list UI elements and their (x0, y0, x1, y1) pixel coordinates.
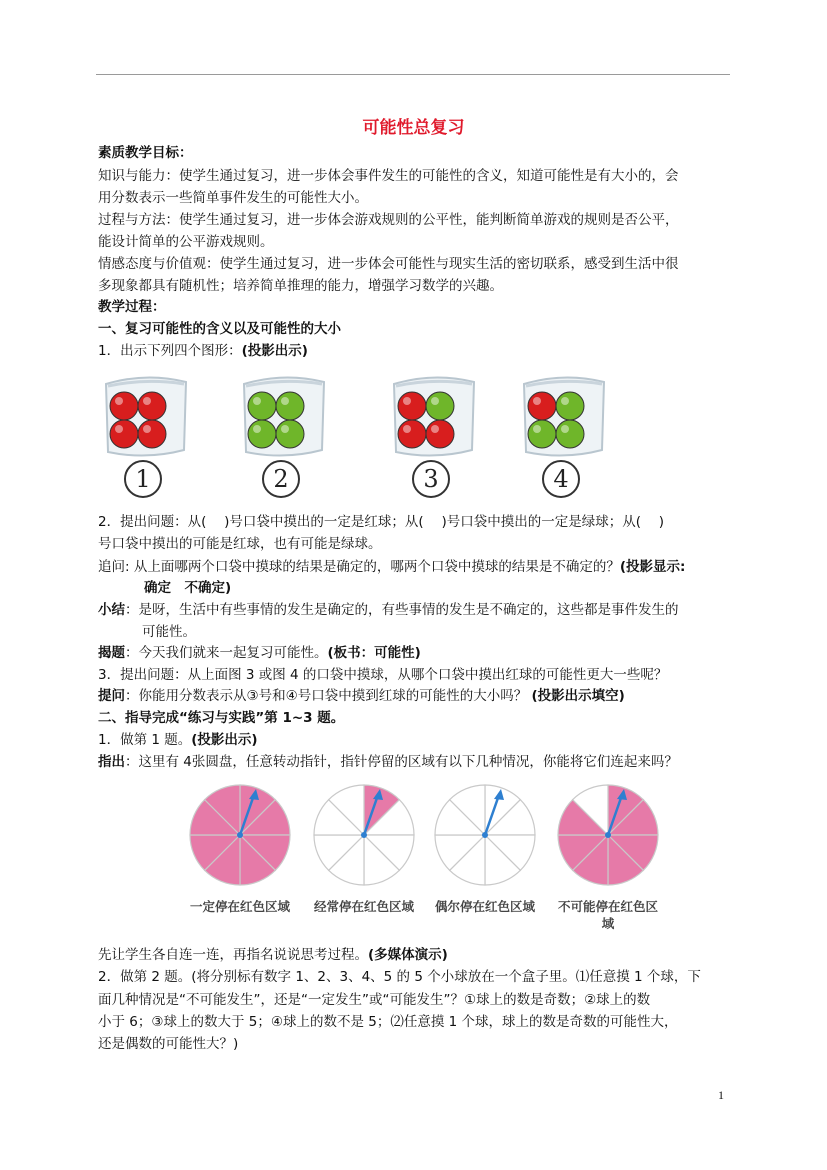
ball-highlight (561, 397, 569, 405)
text-line: 确定 不确定) (144, 580, 232, 596)
green-ball (556, 420, 584, 448)
section-heading-two: 二、指导完成“练习与实践”第 1~3 题。 (98, 710, 345, 726)
dial-3-image (430, 780, 540, 890)
bag-number: 3 (412, 460, 450, 498)
page-title: 可能性总复习 (362, 118, 465, 138)
text-line: 过程与方法：使学生通过复习，进一步体会游戏规则的公平性，能判断简单游戏的规则是否公平， (98, 212, 679, 228)
text-line: 1．做第 1 题。(投影出示) (98, 732, 258, 748)
bag-figures (100, 370, 606, 500)
ball-highlight (403, 397, 411, 405)
green-ball (426, 392, 454, 420)
bag-3-image (388, 370, 480, 460)
dial-label: 经常停在红色区域 (313, 899, 414, 914)
red-ball (426, 420, 454, 448)
text-line: 小结：是呀，生活中有些事情的发生是确定的，有些事情的发生是不确定的，这些都是事件发生的 (98, 602, 679, 618)
ball-highlight (561, 425, 569, 433)
ball-highlight (143, 425, 151, 433)
ball-highlight (253, 425, 261, 433)
pivot-icon (237, 832, 243, 838)
dial-label: 一定停在红色区域 (189, 899, 290, 914)
header-rule (96, 74, 730, 75)
red-ball (110, 392, 138, 420)
red-ball (528, 392, 556, 420)
dial-1-image (185, 780, 295, 890)
bag-3 (388, 370, 480, 500)
bag-number: 1 (124, 460, 162, 498)
dial-label: 偶尔停在红色区域 (434, 899, 535, 914)
red-ball (138, 420, 166, 448)
ball-highlight (431, 397, 439, 405)
pivot-icon (482, 832, 488, 838)
text-line: 2．提出问题：从( )号口袋中摸出的一定是红球；从( )号口袋中摸出的一定是绿球；从( ) (98, 514, 665, 530)
dial-4 (553, 780, 663, 940)
green-ball (276, 392, 304, 420)
dial-2-image (309, 780, 419, 890)
text-line: 多现象都具有随机性；培养简单推理的能力，增强学习数学的兴趣。 (98, 278, 503, 294)
pivot-icon (605, 832, 611, 838)
bag-4 (518, 370, 610, 500)
text-line: 号口袋中摸出的可能是红球，也有可能是绿球。 (98, 536, 382, 552)
text-line: 指出：这里有 4张圆盘，任意转动指针，指针停留的区域有以下几种情况，你能将它们连起来吗？ (98, 754, 678, 770)
text-line: 先让学生各自连一连，再指名说说思考过程。(多媒体演示) (98, 947, 448, 963)
green-ball (248, 420, 276, 448)
red-ball (138, 392, 166, 420)
text-line: 知识与能力：使学生通过复习，进一步体会事件发生的可能性的含义，知道可能性是有大小的，会 (98, 168, 679, 184)
text-line: 用分数表示一些简单事件发生的可能性大小。 (98, 190, 368, 206)
ball-highlight (403, 425, 411, 433)
bag-1 (100, 370, 192, 500)
ball-highlight (115, 425, 123, 433)
text-line: 情感态度与价值观：使学生通过复习，进一步体会可能性与现实生活的密切联系，感受到生活中很 (98, 256, 679, 272)
bag-number: 2 (262, 460, 300, 498)
text-line: 可能性。 (142, 624, 196, 640)
ball-highlight (533, 425, 541, 433)
text-line: 还是偶数的可能性大？) (98, 1036, 239, 1052)
dial-figures (185, 780, 658, 940)
ball-highlight (143, 397, 151, 405)
text-line: 面几种情况是“不可能发生”，还是“一定发生”或“可能发生”？①球上的数是奇数；②球上的数 (98, 992, 651, 1008)
text-line: 能设计简单的公平游戏规则。 (98, 234, 274, 250)
ball-highlight (281, 425, 289, 433)
bag-2-image (238, 370, 330, 460)
green-ball (528, 420, 556, 448)
bag-1-image (100, 370, 192, 460)
dial-3 (430, 780, 540, 940)
page-number: 1 (718, 1088, 724, 1102)
dial-1 (185, 780, 295, 940)
text-line: 追问: 从上面哪两个口袋中摸球的结果是确定的，哪两个口袋中摸球的结果是不确定的？(投影显示: (98, 559, 686, 575)
text-line: 3．提出问题：从上面图 3 或图 4 的口袋中摸球，从哪个口袋中摸出红球的可能性更大一些呢？ (98, 667, 668, 683)
dial-label: 不可能停在红色区域 (557, 899, 658, 931)
green-ball (248, 392, 276, 420)
pivot-icon (361, 832, 367, 838)
section-heading-one: 一、复习可能性的含义以及可能性的大小 (98, 321, 341, 337)
ball-highlight (431, 425, 439, 433)
section-heading-goals: 素质教学目标： (98, 145, 193, 161)
text-line: 1．出示下列四个图形：(投影出示) (98, 343, 308, 359)
dial-2 (309, 780, 419, 940)
bag-2 (238, 370, 330, 500)
green-ball (556, 392, 584, 420)
ball-highlight (281, 397, 289, 405)
dial-4-image (553, 780, 663, 890)
ball-highlight (533, 397, 541, 405)
green-ball (276, 420, 304, 448)
text-line: 揭题：今天我们就来一起复习可能性。(板书：可能性) (98, 645, 421, 661)
text-line: 2．做第 2 题。(将分别标有数字 1、2、3、4、5 的 5 个小球放在一个盒子里。⑴任意摸 1 个球，下 (98, 969, 701, 985)
red-ball (398, 392, 426, 420)
text-line: 小于 6；③球上的数大于 5；④球上的数不是 5；⑵任意摸 1 个球，球上的数是奇数的可能性大， (98, 1014, 678, 1030)
text-line: 提问：你能用分数表示从③号和④号口袋中摸到红球的可能性的大小吗？ (投影出示填空) (98, 688, 625, 704)
red-ball (398, 420, 426, 448)
bag-number: 4 (542, 460, 580, 498)
red-ball (110, 420, 138, 448)
section-heading-process: 教学过程： (98, 299, 166, 315)
ball-highlight (115, 397, 123, 405)
bag-4-image (518, 370, 610, 460)
ball-highlight (253, 397, 261, 405)
